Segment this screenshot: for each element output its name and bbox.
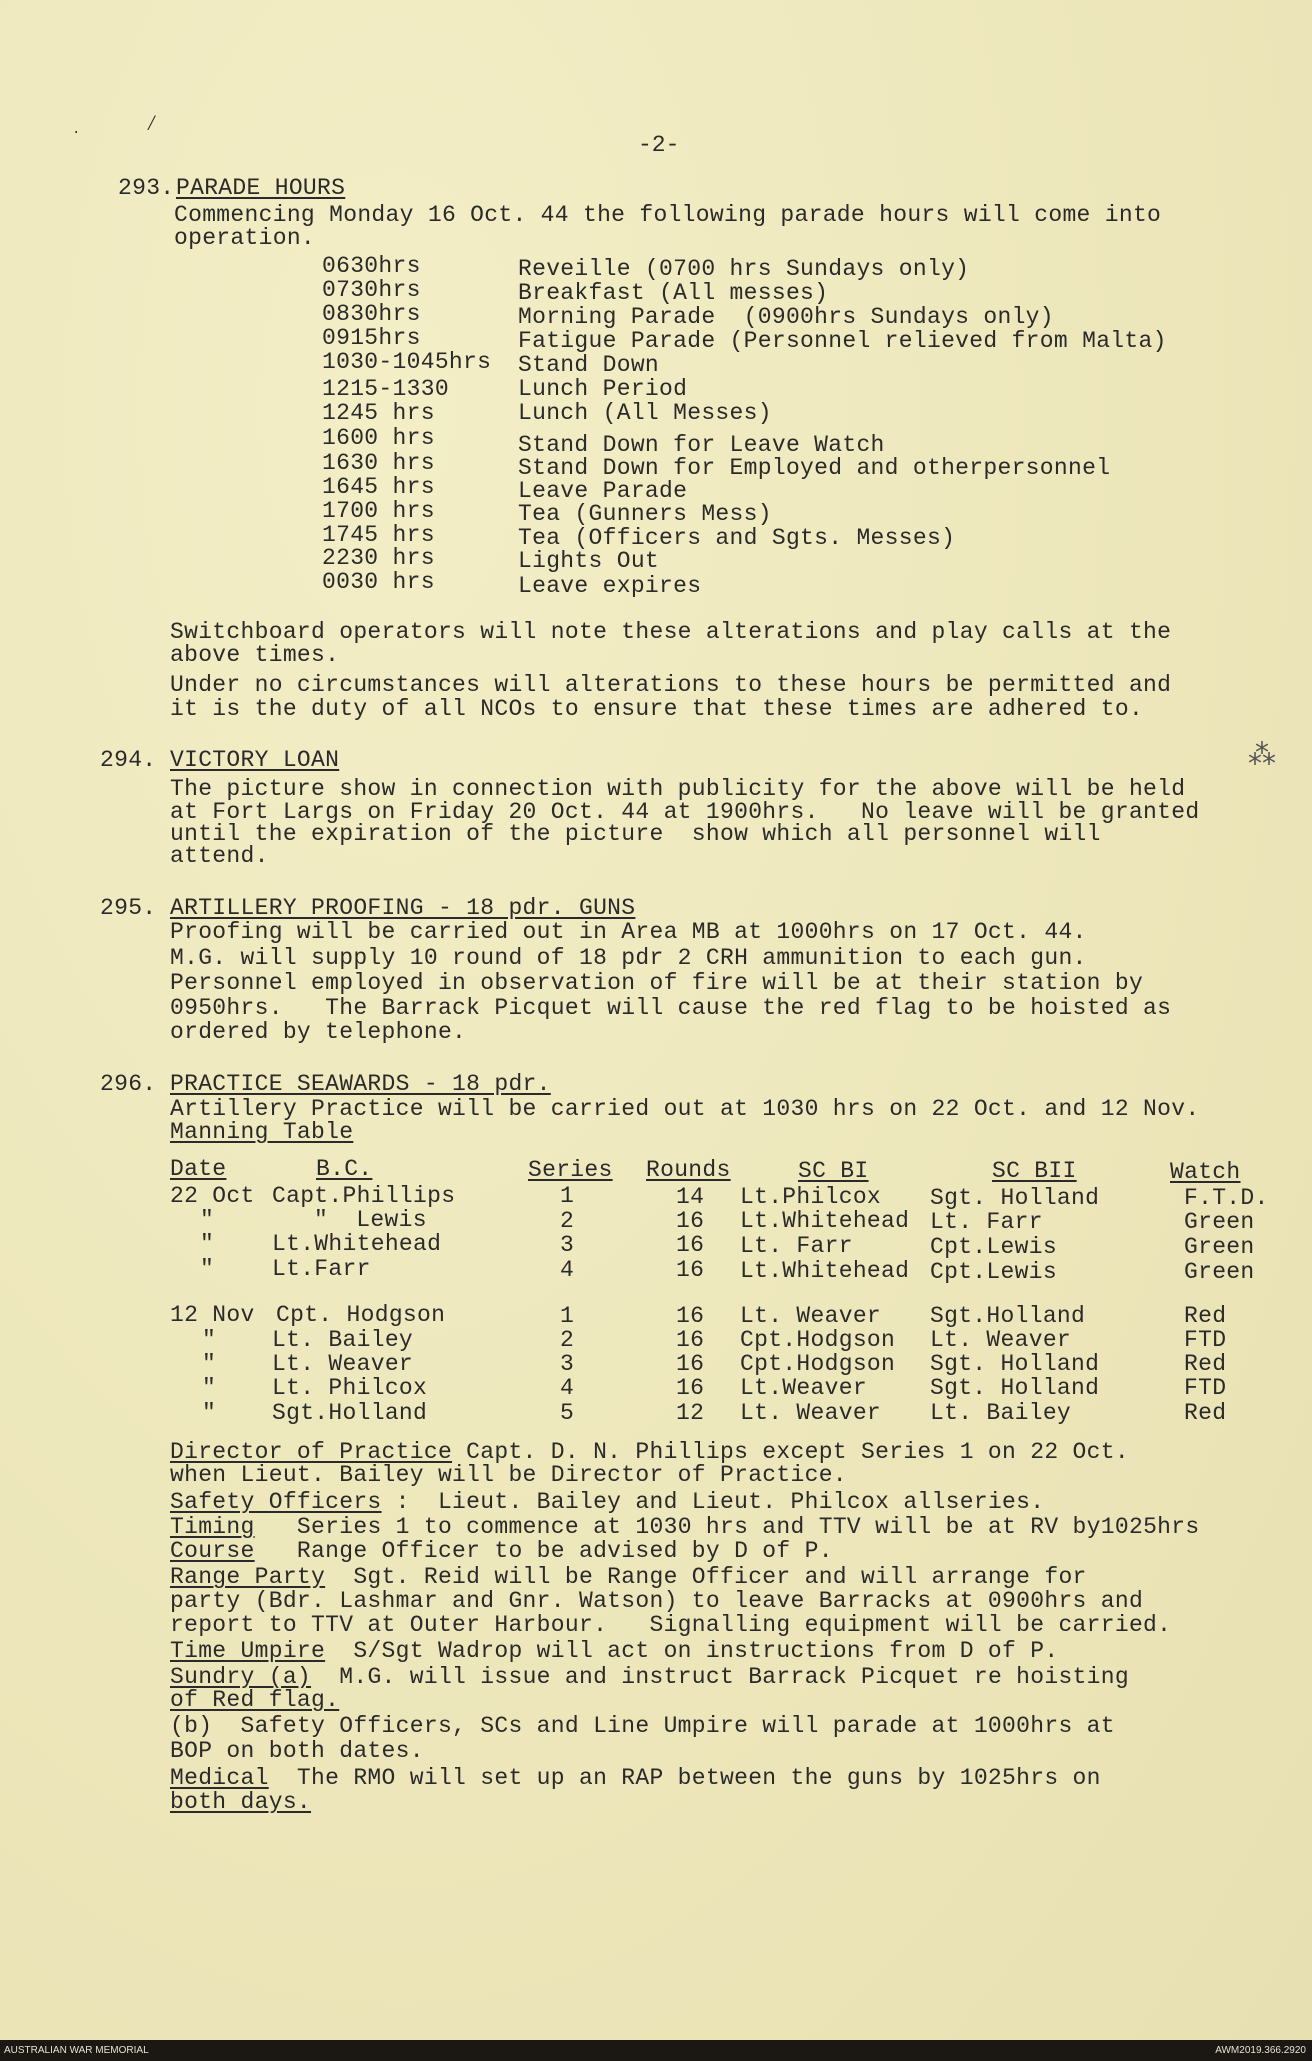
page-number: -2- — [638, 132, 680, 158]
cell-sc-bii: Sgt.Holland — [930, 1303, 1086, 1329]
section-294-number: 294. — [100, 747, 157, 773]
detail-text: Capt. D. N. Phillips except Series 1 on 22 Oct. — [452, 1439, 1129, 1465]
cell-watch: F.T.D. — [1184, 1185, 1269, 1211]
detail-line — [170, 1790, 311, 1814]
schedule-time: 0030 hrs — [322, 569, 435, 595]
section-294-line: until the expiration of the picture show which all personnel will — [170, 821, 1101, 847]
section-293-note: it is the duty of all NCOs to ensure that these times are adhered to. — [170, 696, 1144, 722]
cell-bc: Lt.Whitehead — [272, 1231, 442, 1257]
manning-table-title: Manning Table — [170, 1119, 354, 1145]
section-294-line: The picture show in connection with publicity for the above will be held — [170, 776, 1186, 802]
cell-bc: " Lewis — [314, 1207, 427, 1233]
section-296-intro: Artillery Practice will be carried out at 1030 hrs on 22 Oct. and 12 Nov. — [170, 1096, 1200, 1122]
detail-line — [170, 1589, 1143, 1613]
cell-rounds: 16 — [676, 1327, 705, 1353]
schedule-event: Stand Down — [518, 352, 660, 378]
detail-label: Range Party — [170, 1564, 326, 1590]
cell-watch: Green — [1184, 1209, 1255, 1235]
cell-rounds: 16 — [676, 1351, 705, 1377]
schedule-time: 1030-1045hrs — [322, 349, 492, 375]
section-295-number: 295. — [100, 895, 157, 921]
cell-watch: FTD — [1184, 1375, 1227, 1401]
detail-text: M.G. will issue and instruct Barrack Picquet re hoisting — [311, 1664, 1129, 1690]
schedule-time: 0830hrs — [322, 301, 421, 327]
section-293-note: Switchboard operators will note these alterations and play calls at the — [170, 619, 1172, 645]
col-header-bc: B.C. — [316, 1156, 373, 1182]
cell-sc-bi: Lt.Philcox — [740, 1184, 882, 1210]
detail-line — [170, 1440, 1129, 1464]
col-header-date: Date — [170, 1156, 227, 1182]
schedule-event: Lunch (All Messes) — [518, 400, 772, 426]
cell-sc-bi: Cpt.Hodgson — [740, 1327, 896, 1353]
section-293-title: PARADE HOURS — [176, 175, 346, 201]
schedule-time: 0630hrs — [322, 253, 421, 279]
section-294-line: at Fort Largs on Friday 20 Oct. 44 at 1900hrs. No leave will be granted — [170, 799, 1200, 825]
section-293-note: above times. — [170, 642, 340, 668]
cell-date: " — [202, 1375, 217, 1401]
detail-label: Director of Practice — [170, 1439, 453, 1465]
detail-text: of Red flag. — [170, 1687, 340, 1713]
cell-series: 1 — [560, 1183, 575, 1209]
cell-sc-bi: Lt. Weaver — [740, 1303, 882, 1329]
detail-text: Range Officer to be advised by D of P. — [254, 1538, 833, 1564]
col-header-rounds: Rounds — [646, 1157, 731, 1183]
schedule-event: Tea (Gunners Mess) — [518, 501, 772, 527]
detail-line — [170, 1739, 424, 1763]
cell-watch: FTD — [1184, 1327, 1227, 1353]
cell-rounds: 14 — [676, 1184, 705, 1210]
detail-text: Series 1 to commence at 1030 hrs and TTV will be at RV by1025hrs — [254, 1514, 1200, 1540]
schedule-time: 1245 hrs — [322, 400, 435, 426]
cell-watch: Red — [1184, 1351, 1227, 1377]
cell-sc-bii: Cpt.Lewis — [930, 1234, 1057, 1260]
cell-sc-bi: Lt.Whitehead — [740, 1208, 910, 1234]
cell-rounds: 16 — [676, 1375, 705, 1401]
cell-bc: Cpt. Hodgson — [276, 1302, 446, 1328]
section-296-title: PRACTICE SEAWARDS - 18 pdr. — [170, 1071, 551, 1097]
ink-mark: · — [72, 125, 81, 141]
detail-text: party (Bdr. Lashmar and Gnr. Watson) to leave Barracks at 0900hrs and — [170, 1588, 1144, 1614]
detail-label: Sundry (a) — [170, 1664, 312, 1690]
schedule-event: Leave expires — [518, 573, 702, 599]
cell-sc-bii: Sgt. Holland — [930, 1185, 1100, 1211]
schedule-time: 1700 hrs — [322, 498, 435, 524]
col-header-watch: Watch — [1170, 1159, 1241, 1185]
schedule-time: 1645 hrs — [322, 474, 435, 500]
schedule-event: Leave Parade — [518, 478, 688, 504]
section-295-title: ARTILLERY PROOFING - 18 pdr. GUNS — [170, 895, 636, 921]
cell-bc: Lt. Philcox — [272, 1375, 428, 1401]
schedule-event: Morning Parade (0900hrs Sundays only) — [518, 304, 1054, 330]
cell-series: 3 — [560, 1232, 575, 1258]
detail-line — [170, 1515, 1199, 1539]
cell-rounds: 16 — [676, 1257, 705, 1283]
footer-right: AWM2019.366.2920 — [1215, 2045, 1306, 2056]
detail-line — [170, 1565, 1087, 1589]
cell-date: 22 Oct — [170, 1183, 255, 1209]
ink-mark: ⁄ — [145, 112, 159, 137]
schedule-event: Lunch Period — [518, 376, 688, 402]
detail-label: Timing — [170, 1514, 255, 1540]
detail-label: Course — [170, 1538, 255, 1564]
detail-label: Time Umpire — [170, 1638, 326, 1664]
cell-bc: Sgt.Holland — [272, 1400, 428, 1426]
schedule-time: 1745 hrs — [322, 522, 435, 548]
detail-label: Safety Officers — [170, 1489, 382, 1515]
section-293-note: Under no circumstances will alterations to these hours be permitted and — [170, 672, 1172, 698]
cell-series: 1 — [560, 1303, 575, 1329]
detail-text: both days. — [170, 1789, 312, 1815]
cell-sc-bi: Lt.Whitehead — [740, 1258, 910, 1284]
cell-series: 2 — [560, 1327, 575, 1353]
detail-text: The RMO will set up an RAP between the guns by 1025hrs on — [268, 1765, 1101, 1791]
cell-sc-bii: Lt. Bailey — [930, 1400, 1072, 1426]
cell-date: " — [202, 1327, 217, 1353]
detail-line — [170, 1766, 1101, 1790]
col-header-sc-bii: SC BII — [992, 1158, 1077, 1184]
cell-sc-bi: Cpt.Hodgson — [740, 1351, 896, 1377]
archive-footer — [0, 2043, 1312, 2061]
section-295-line: ordered by telephone. — [170, 1019, 467, 1045]
cell-rounds: 16 — [676, 1208, 705, 1234]
schedule-time: 0915hrs — [322, 325, 421, 351]
cell-date: " — [200, 1256, 215, 1282]
section-295-line: 0950hrs. The Barrack Picquet will cause the red flag to be hoisted as — [170, 995, 1172, 1021]
section-293-intro-line: Commencing Monday 16 Oct. 44 the following parade hours will come into — [174, 202, 1162, 228]
detail-line — [170, 1639, 1058, 1663]
cell-watch: Red — [1184, 1303, 1227, 1329]
schedule-event: Breakfast (All messes) — [518, 280, 829, 306]
section-295-line: M.G. will supply 10 round of 18 pdr 2 CRH ammunition to each gun. — [170, 945, 1087, 971]
schedule-time: 2230 hrs — [322, 545, 435, 571]
cell-bc: Lt. Bailey — [272, 1327, 414, 1353]
cell-watch: Green — [1184, 1234, 1255, 1260]
cell-date: 12 Nov — [170, 1302, 255, 1328]
col-header-sc-bi: SC BI — [798, 1158, 869, 1184]
cell-bc: Capt.Phillips — [272, 1183, 456, 1209]
detail-text: (b) Safety Officers, SCs and Line Umpire will parade at 1000hrs at — [170, 1713, 1115, 1739]
schedule-event: Stand Down for Leave Watch — [518, 432, 885, 458]
cell-sc-bii: Cpt.Lewis — [930, 1259, 1057, 1285]
cell-series: 5 — [560, 1400, 575, 1426]
cell-watch: Green — [1184, 1259, 1255, 1285]
detail-line — [170, 1463, 847, 1487]
detail-line — [170, 1539, 833, 1563]
cell-date: " — [202, 1351, 217, 1377]
col-header-series: Series — [528, 1157, 613, 1183]
schedule-event: Stand Down for Employed and otherpersonnel — [518, 455, 1111, 481]
detail-line — [170, 1688, 339, 1712]
cell-sc-bi: Lt. Weaver — [740, 1400, 882, 1426]
cell-bc: Lt.Farr — [272, 1256, 371, 1282]
detail-text: report to TTV at Outer Harbour. Signalling equipment will be carried. — [170, 1612, 1172, 1638]
cell-watch: Red — [1184, 1400, 1227, 1426]
cell-date: " — [202, 1400, 217, 1426]
cell-date: " — [200, 1231, 215, 1257]
section-293-number: 293. — [118, 175, 175, 201]
detail-label: Medical — [170, 1765, 269, 1791]
cell-rounds: 16 — [676, 1303, 705, 1329]
detail-line — [170, 1665, 1129, 1689]
cell-sc-bii: Sgt. Holland — [930, 1351, 1100, 1377]
schedule-time: 1215-1330 — [322, 376, 449, 402]
schedule-event: Tea (Officers and Sgts. Messes) — [518, 525, 956, 551]
cell-series: 4 — [560, 1257, 575, 1283]
schedule-time: 1630 hrs — [322, 450, 435, 476]
cell-date: " — [200, 1207, 215, 1233]
cell-series: 4 — [560, 1375, 575, 1401]
footer-left: AUSTRALIAN WAR MEMORIAL — [4, 2045, 149, 2056]
section-293-intro-line: operation. — [174, 225, 316, 251]
schedule-event: Reveille (0700 hrs Sundays only) — [518, 256, 970, 282]
section-295-line: Personnel employed in observation of fire will be at their station by — [170, 970, 1144, 996]
cell-series: 2 — [560, 1208, 575, 1234]
cell-sc-bii: Lt. Weaver — [930, 1327, 1072, 1353]
schedule-event: Lights Out — [518, 548, 660, 574]
cell-sc-bii: Sgt. Holland — [930, 1375, 1100, 1401]
detail-text: BOP on both dates. — [170, 1738, 424, 1764]
cell-sc-bii: Lt. Farr — [930, 1209, 1043, 1235]
cell-bc: Lt. Weaver — [272, 1351, 414, 1377]
cell-sc-bi: Lt.Weaver — [740, 1375, 867, 1401]
section-296-number: 296. — [100, 1071, 157, 1097]
cell-sc-bi: Lt. Farr — [740, 1233, 853, 1259]
section-294-line: attend. — [170, 843, 269, 869]
detail-text: S/Sgt Wadrop will act on instructions from D of P. — [325, 1638, 1059, 1664]
schedule-event: Fatigue Parade (Personnel relieved from Malta) — [518, 328, 1167, 354]
ink-smudge: ⁂ — [1248, 742, 1276, 773]
schedule-time: 1600 hrs — [322, 425, 435, 451]
detail-line — [170, 1714, 1115, 1738]
section-295-line: Proofing will be carried out in Area MB at 1000hrs on 17 Oct. 44. — [170, 919, 1087, 945]
cell-rounds: 12 — [676, 1400, 705, 1426]
detail-text: when Lieut. Bailey will be Director of Practice. — [170, 1462, 847, 1488]
detail-text: Sgt. Reid will be Range Officer and will arrange for — [325, 1564, 1087, 1590]
detail-text: : Lieut. Bailey and Lieut. Philcox allseries. — [381, 1489, 1045, 1515]
section-294-title: VICTORY LOAN — [170, 747, 340, 773]
cell-series: 3 — [560, 1351, 575, 1377]
schedule-time: 0730hrs — [322, 277, 421, 303]
detail-line — [170, 1613, 1171, 1637]
cell-rounds: 16 — [676, 1232, 705, 1258]
detail-line — [170, 1490, 1044, 1514]
